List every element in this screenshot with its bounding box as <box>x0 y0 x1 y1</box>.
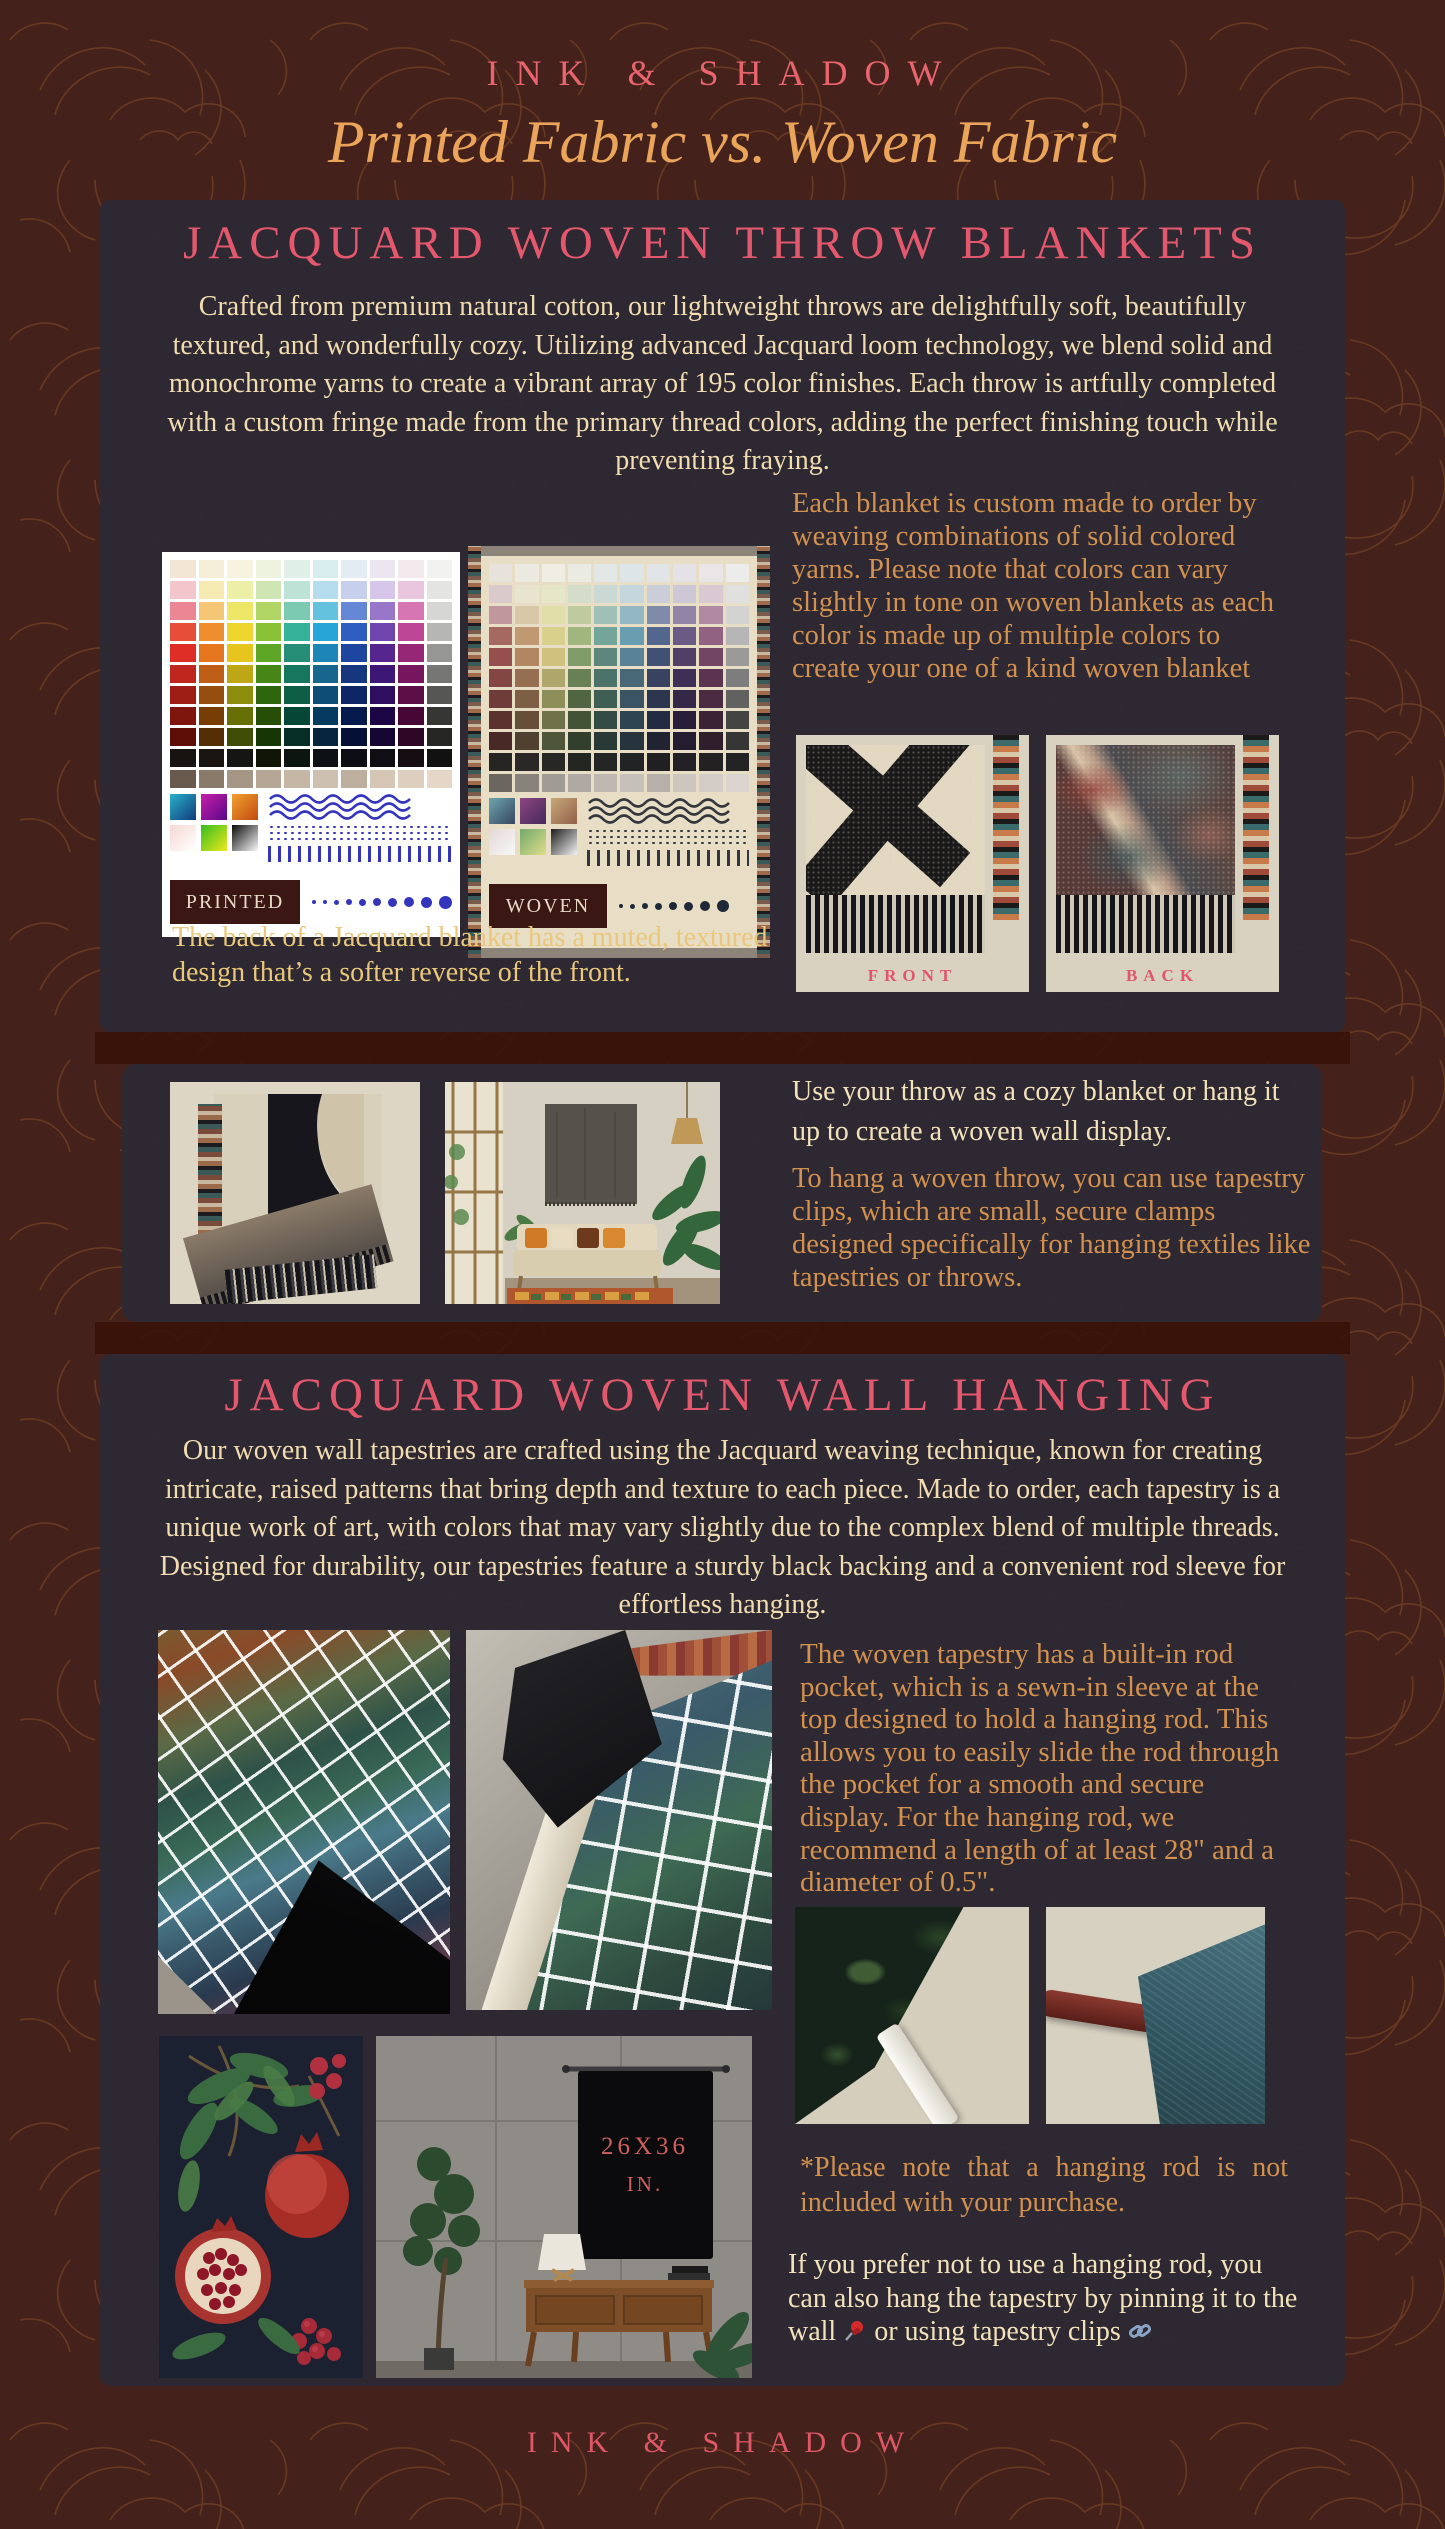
tapestry-backing-photo-1 <box>158 1630 450 2014</box>
rod-not-included-note: *Please note that a hanging rod is not included with your purchase. <box>800 2152 1288 2218</box>
color-swatch <box>227 728 253 746</box>
woven-fringe-left <box>468 546 481 958</box>
color-swatch <box>427 686 453 704</box>
color-swatch <box>170 560 196 578</box>
color-swatch <box>199 560 225 578</box>
color-swatch <box>370 581 396 599</box>
color-swatch <box>199 728 225 746</box>
black-backing-fold <box>158 1630 450 2014</box>
color-swatch <box>398 665 424 683</box>
color-swatch <box>341 602 367 620</box>
woven-color-chart-image <box>468 546 770 958</box>
color-swatch <box>647 606 670 624</box>
rod-pocket-photo-maroon-rod <box>1046 1907 1265 2124</box>
printed-label-chip: PRINTED <box>170 880 300 924</box>
color-swatch <box>398 686 424 704</box>
color-swatch <box>199 707 225 725</box>
color-swatch <box>341 560 367 578</box>
tapestry-clips-text: To hang a woven throw, you can use tapestry clips, which are small, secure clamps designed specifically for hanging textiles like tapestries or throws. <box>792 1163 1311 1293</box>
color-swatch <box>170 728 196 746</box>
dot-size-row-icon <box>312 896 452 909</box>
color-swatch <box>284 770 310 788</box>
woven-pattern-samples <box>489 798 749 878</box>
gradient-swatch <box>232 825 258 851</box>
color-swatch <box>370 602 396 620</box>
color-swatch <box>568 774 591 792</box>
color-swatch <box>398 581 424 599</box>
color-swatch <box>594 648 617 666</box>
color-swatch <box>594 690 617 708</box>
color-swatch <box>647 627 670 645</box>
color-swatch <box>699 774 722 792</box>
throws-section-title: JACQUARD WOVEN THROW BLANKETS <box>182 217 1263 269</box>
color-swatch <box>427 644 453 662</box>
wave-pattern-icon <box>587 798 737 824</box>
gradient-swatch <box>489 798 515 824</box>
color-swatch <box>673 753 696 771</box>
dot-grid-pattern-icon <box>268 824 452 842</box>
color-swatch <box>341 686 367 704</box>
color-swatch <box>313 623 339 641</box>
color-swatch <box>542 585 565 603</box>
color-swatch <box>699 606 722 624</box>
color-swatch <box>726 732 749 750</box>
color-swatch <box>489 585 512 603</box>
gradient-swatch <box>551 829 577 855</box>
color-swatch <box>620 690 643 708</box>
color-swatch <box>726 564 749 582</box>
color-swatch <box>284 728 310 746</box>
front-label: FRONT <box>867 966 958 985</box>
color-swatch <box>370 560 396 578</box>
color-swatch <box>699 627 722 645</box>
room-size-art <box>376 2036 752 2378</box>
printed-gradient-tiles <box>170 794 258 874</box>
color-swatch <box>489 669 512 687</box>
color-swatch <box>227 686 253 704</box>
color-swatch <box>620 606 643 624</box>
color-swatch <box>542 606 565 624</box>
color-swatch <box>515 606 538 624</box>
rod-pocket-text: The woven tapestry has a built-in rod pocket, which is a sewn-in sleeve at the top designed to hold a hanging rod. This allows you to easily slide the rod through the pocket for a smooth and secure display. For the hanging rod, we recommend a length of at least 28" and a diameter of 0.5". <box>800 1638 1280 1899</box>
color-swatch <box>227 749 253 767</box>
blanket-front-photo <box>796 735 1029 992</box>
room-size-mockup-photo <box>376 2036 752 2378</box>
color-swatch <box>227 665 253 683</box>
color-swatch <box>647 774 670 792</box>
color-swatch <box>370 749 396 767</box>
tapestry-section-title: JACQUARD WOVEN WALL HANGING <box>224 1369 1221 1421</box>
color-swatch <box>199 623 225 641</box>
color-swatch <box>542 648 565 666</box>
alternative-hanging-text <box>788 2248 1303 2349</box>
color-swatch <box>370 770 396 788</box>
color-swatch <box>489 732 512 750</box>
color-swatch <box>647 690 670 708</box>
color-swatch <box>313 581 339 599</box>
color-swatch <box>313 686 339 704</box>
color-swatch <box>370 686 396 704</box>
alt-hang-text-mid: or using tapestry clips <box>867 2316 1128 2347</box>
color-swatch <box>284 560 310 578</box>
color-swatch <box>542 690 565 708</box>
color-swatch <box>227 623 253 641</box>
color-swatch <box>170 623 196 641</box>
color-swatch <box>726 690 749 708</box>
pomegranate-art <box>159 2036 363 2378</box>
color-swatch <box>341 770 367 788</box>
divider-band-1 <box>95 1032 1350 1064</box>
color-swatch <box>170 665 196 683</box>
rod-pocket-photo-white-rod <box>795 1907 1029 2124</box>
mosaic-red-edge <box>631 1630 772 1676</box>
tapestry-size-line1: 26X36 <box>600 2133 690 2160</box>
color-swatch <box>284 707 310 725</box>
color-swatch <box>726 669 749 687</box>
color-swatch <box>398 560 424 578</box>
color-swatch <box>427 728 453 746</box>
printed-color-chart-image <box>162 552 460 937</box>
color-swatch <box>398 770 424 788</box>
tapestry-backing-photo-2 <box>466 1630 772 2010</box>
color-swatch <box>594 753 617 771</box>
color-swatch <box>515 669 538 687</box>
page-tagline: Printed Fabric vs. Woven Fabric <box>327 109 1118 175</box>
white-hanging-rod <box>876 2022 960 2124</box>
color-swatch <box>256 749 282 767</box>
gradient-swatch <box>551 798 577 824</box>
color-swatch <box>620 564 643 582</box>
gradient-swatch <box>520 829 546 855</box>
divider-band-2 <box>95 1322 1350 1354</box>
tapestry-size-line2: IN. <box>626 2172 664 2196</box>
color-swatch <box>341 581 367 599</box>
color-swatch <box>341 623 367 641</box>
gradient-swatch <box>201 825 227 851</box>
color-swatch <box>170 602 196 620</box>
color-swatch <box>594 732 617 750</box>
color-swatch <box>370 644 396 662</box>
color-swatch <box>699 648 722 666</box>
color-swatch <box>313 560 339 578</box>
bar-pattern-icon <box>268 846 452 862</box>
color-swatch <box>515 564 538 582</box>
color-swatch <box>647 732 670 750</box>
woven-gradient-tiles <box>489 798 577 878</box>
color-swatch <box>256 602 282 620</box>
color-swatch <box>489 711 512 729</box>
color-swatch <box>313 602 339 620</box>
color-swatch <box>515 753 538 771</box>
back-bottom-fringe <box>1056 895 1235 953</box>
color-swatch <box>256 665 282 683</box>
back-weave-area <box>1056 745 1235 895</box>
color-swatch <box>515 585 538 603</box>
color-swatch <box>489 564 512 582</box>
color-swatch <box>398 602 424 620</box>
color-swatch <box>370 623 396 641</box>
cozy-blanket-text: Use your throw as a cozy blanket or hang it up to create a woven wall display. <box>792 1076 1280 1147</box>
front-bottom-fringe <box>806 895 985 953</box>
color-swatch <box>313 665 339 683</box>
color-swatch <box>398 707 424 725</box>
color-swatch <box>256 581 282 599</box>
color-swatch <box>515 648 538 666</box>
color-swatch <box>647 753 670 771</box>
brand-logo-bottom: INK & SHADOW <box>526 2426 919 2459</box>
color-swatch <box>489 753 512 771</box>
color-swatch <box>313 728 339 746</box>
color-swatch <box>542 564 565 582</box>
color-swatch <box>199 644 225 662</box>
color-swatch <box>341 707 367 725</box>
color-swatch <box>227 707 253 725</box>
color-swatch <box>398 623 424 641</box>
color-swatch <box>673 564 696 582</box>
color-swatch <box>594 627 617 645</box>
pushpin-icon <box>843 2319 867 2343</box>
color-swatch <box>726 711 749 729</box>
color-swatch <box>256 707 282 725</box>
color-swatch <box>568 669 591 687</box>
color-swatch <box>673 711 696 729</box>
color-swatch <box>370 665 396 683</box>
woven-label-chip: WOVEN <box>489 884 607 928</box>
custom-made-note: Each blanket is custom made to order by weaving combinations of solid colored yarns. Please note that colors can vary slightly in tone on woven blankets as each color is made up of multiple colors to create your one of a kind woven blanket <box>792 488 1275 684</box>
gradient-swatch <box>170 825 196 851</box>
color-swatch <box>199 749 225 767</box>
color-swatch <box>568 564 591 582</box>
color-swatch <box>542 711 565 729</box>
color-swatch <box>284 665 310 683</box>
tapestry-intro-text: Our woven wall tapestries are crafted using the Jacquard weaving technique, known for creating intricate, raised patterns that bring depth and texture to each piece. Made to order, each tapestry is a unique work of art, with colors that may vary slightly due to the complex blend of multiple threads. Designed for durability, our tapestries feature a sturdy black backing and a convenient rod sleeve for effortless hanging. <box>159 1435 1286 1620</box>
color-swatch <box>341 749 367 767</box>
gradient-swatch <box>520 798 546 824</box>
color-swatch <box>398 728 424 746</box>
color-swatch <box>726 774 749 792</box>
link-icon <box>1128 2319 1152 2343</box>
woven-swatch-grid <box>489 564 749 792</box>
printed-swatch-grid <box>170 560 452 788</box>
back-label: BACK <box>1125 966 1200 985</box>
color-swatch <box>256 728 282 746</box>
color-swatch <box>647 669 670 687</box>
color-swatch <box>620 753 643 771</box>
color-swatch <box>699 690 722 708</box>
color-swatch <box>542 753 565 771</box>
color-swatch <box>170 707 196 725</box>
color-swatch <box>568 753 591 771</box>
color-swatch <box>515 732 538 750</box>
color-swatch <box>515 690 538 708</box>
color-swatch <box>170 749 196 767</box>
blanket-back-photo <box>1046 735 1279 992</box>
color-swatch <box>673 774 696 792</box>
color-swatch <box>256 770 282 788</box>
throws-intro-text: Crafted from premium natural cotton, our lightweight throws are delightfully soft, beautifully textured, and wonderfully cozy. Utilizing advanced Jacquard loom technology, we blend solid and monochrome yarns to create a vibrant array of 195 color finishes. Each throw is artfully completed with a custom fringe made from the primary thread colors, adding the perfect finishing touch while preventing fraying. <box>167 291 1278 476</box>
color-swatch <box>699 753 722 771</box>
color-swatch <box>284 581 310 599</box>
color-swatch <box>647 648 670 666</box>
color-swatch <box>341 644 367 662</box>
gradient-swatch <box>489 829 515 855</box>
color-swatch <box>726 585 749 603</box>
color-swatch <box>284 749 310 767</box>
color-swatch <box>594 585 617 603</box>
woven-fringe-right <box>757 546 770 958</box>
living-room-art <box>445 1082 720 1304</box>
color-swatch <box>313 749 339 767</box>
gradient-swatch <box>232 794 258 820</box>
dot-grid-pattern-icon <box>587 828 749 846</box>
color-swatch <box>647 711 670 729</box>
color-swatch <box>199 581 225 599</box>
color-swatch <box>489 690 512 708</box>
color-swatch <box>568 690 591 708</box>
color-swatch <box>515 774 538 792</box>
color-swatch <box>620 774 643 792</box>
color-swatch <box>370 728 396 746</box>
color-swatch <box>673 585 696 603</box>
color-swatch <box>227 644 253 662</box>
color-swatch <box>568 711 591 729</box>
color-swatch <box>726 753 749 771</box>
color-swatch <box>673 648 696 666</box>
color-swatch <box>256 644 282 662</box>
color-swatch <box>170 686 196 704</box>
dot-size-row-icon <box>619 900 749 912</box>
color-swatch <box>427 749 453 767</box>
color-swatch <box>427 602 453 620</box>
color-swatch <box>370 707 396 725</box>
wave-pattern-icon <box>268 794 418 820</box>
color-swatch <box>620 648 643 666</box>
color-swatch <box>673 627 696 645</box>
color-swatch <box>594 711 617 729</box>
color-swatch <box>673 606 696 624</box>
color-swatch <box>427 581 453 599</box>
color-swatch <box>673 732 696 750</box>
color-swatch <box>227 560 253 578</box>
color-swatch <box>542 669 565 687</box>
color-swatch <box>647 564 670 582</box>
color-swatch <box>170 581 196 599</box>
color-swatch <box>489 774 512 792</box>
color-swatch <box>673 690 696 708</box>
color-swatch <box>256 560 282 578</box>
gradient-swatch <box>170 794 196 820</box>
color-swatch <box>515 711 538 729</box>
color-swatch <box>699 564 722 582</box>
color-swatch <box>568 732 591 750</box>
color-swatch <box>284 623 310 641</box>
color-swatch <box>726 648 749 666</box>
color-swatch <box>313 644 339 662</box>
color-swatch <box>620 711 643 729</box>
color-swatch <box>568 585 591 603</box>
color-swatch <box>620 732 643 750</box>
color-swatch <box>699 585 722 603</box>
brand-logo-top: INK & SHADOW <box>486 53 959 93</box>
color-swatch <box>699 669 722 687</box>
pomegranate-tapestry-photo <box>159 2036 363 2378</box>
color-swatch <box>489 606 512 624</box>
color-swatch <box>284 602 310 620</box>
color-swatch <box>489 627 512 645</box>
color-swatch <box>726 606 749 624</box>
color-swatch <box>313 707 339 725</box>
bar-pattern-icon <box>587 850 749 866</box>
front-weave-area <box>806 745 985 895</box>
color-swatch <box>227 602 253 620</box>
color-swatch <box>568 648 591 666</box>
color-swatch <box>427 623 453 641</box>
color-swatch <box>199 602 225 620</box>
color-swatch <box>227 581 253 599</box>
living-room-photo <box>445 1082 720 1304</box>
color-swatch <box>647 585 670 603</box>
color-swatch <box>313 770 339 788</box>
color-swatch <box>620 669 643 687</box>
color-swatch <box>199 770 225 788</box>
color-swatch <box>542 627 565 645</box>
color-swatch <box>542 732 565 750</box>
color-swatch <box>620 627 643 645</box>
color-swatch <box>620 585 643 603</box>
color-swatch <box>284 644 310 662</box>
color-swatch <box>170 770 196 788</box>
color-swatch <box>594 774 617 792</box>
color-swatch <box>398 749 424 767</box>
color-swatch <box>427 707 453 725</box>
color-swatch <box>568 627 591 645</box>
color-swatch <box>341 728 367 746</box>
color-swatch <box>699 711 722 729</box>
color-swatch <box>256 686 282 704</box>
jacquard-back-note: The back of a Jacquard blanket has a muted, textured design that’s a softer reverse of the front. <box>172 922 768 988</box>
color-swatch <box>199 686 225 704</box>
color-swatch <box>594 564 617 582</box>
color-swatch <box>199 665 225 683</box>
folded-throw-photo <box>170 1082 420 1304</box>
color-swatch <box>568 606 591 624</box>
color-swatch <box>284 686 310 704</box>
color-swatch <box>341 665 367 683</box>
color-swatch <box>673 669 696 687</box>
color-swatch <box>515 627 538 645</box>
color-swatch <box>699 732 722 750</box>
color-swatch <box>427 560 453 578</box>
color-swatch <box>427 665 453 683</box>
color-swatch <box>594 669 617 687</box>
front-side-fringe <box>993 735 1019 920</box>
color-swatch <box>227 770 253 788</box>
gradient-swatch <box>201 794 227 820</box>
alt-hang-text-pre: If you prefer not to use a hanging rod, you can also hang the tapestry by pinning it to the wall <box>788 2249 1298 2347</box>
color-swatch <box>427 770 453 788</box>
color-swatch <box>398 644 424 662</box>
back-side-fringe <box>1243 735 1269 920</box>
printed-pattern-samples <box>170 794 452 874</box>
color-swatch <box>489 648 512 666</box>
color-swatch <box>594 606 617 624</box>
color-swatch <box>542 774 565 792</box>
color-swatch <box>170 644 196 662</box>
color-swatch <box>726 627 749 645</box>
color-swatch <box>256 623 282 641</box>
